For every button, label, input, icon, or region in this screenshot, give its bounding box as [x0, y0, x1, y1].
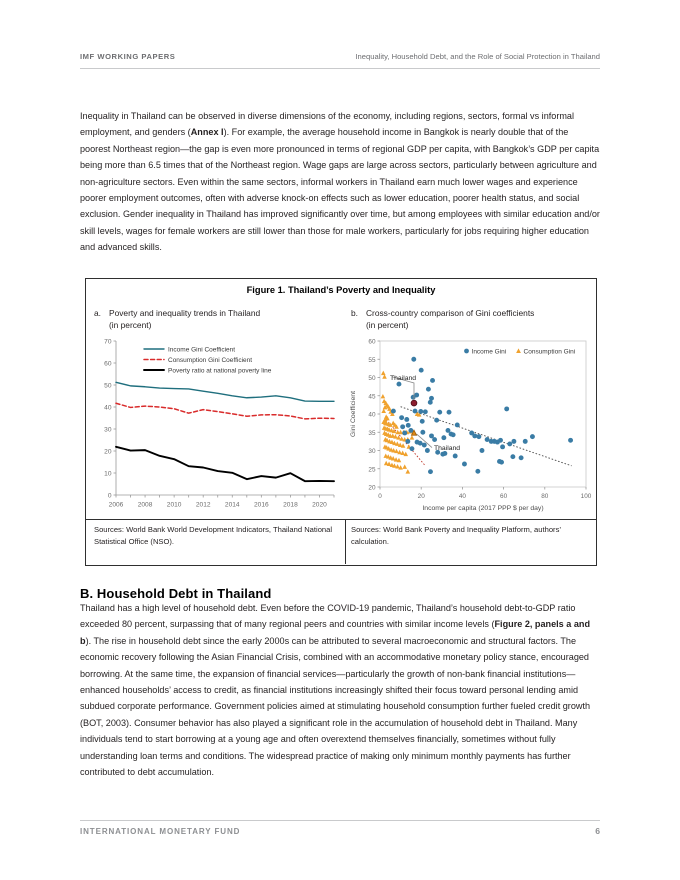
data-point	[504, 406, 509, 411]
data-point	[519, 455, 524, 460]
running-header-left: IMF WORKING PAPERS	[80, 52, 176, 61]
svg-text:50: 50	[368, 375, 376, 383]
data-point	[404, 417, 409, 422]
paragraph-household-debt: Thailand has a high level of household debt. Even before the COVID-19 pandemic, Thailand’s household debt-to-GDP ratio exceeded 80 percent, surpassing that of many regional peers and countries with similar income levels (Figure 2, panels a and b). The rise in household debt since the early 2000s can be attributed to several macroeconomic and structural factors. The economic recovery following the Asian Financial Crisis, combined with an accommodative monetary policy stance, encouraged borrowing. At the same time, the expansion of financial services—particularly the growth of non-bank financial institutions—enhanced households’ access to credit, as financial institutions increasingly shifted their focus toward personal lending amid subdued corporate performance. Government policies aimed at stimulating household consumption further fueled credit growth (BOT, 2003). Consumer behavior has also played a significant role in the accumulation of household debt in Thailand. Many individuals tend to start borrowing at a young age and often overextend themselves financially, sometimes without fully understanding loan terms and conditions. The widespread practice of making only minimum monthly payments has further contributed to debt accumulation.	[80, 603, 591, 778]
svg-text:Thailand: Thailand	[433, 444, 461, 452]
data-point	[425, 448, 430, 453]
svg-text:20: 20	[417, 493, 425, 500]
data-point	[432, 437, 437, 442]
data-point	[413, 409, 418, 414]
data-point	[523, 439, 528, 444]
svg-text:2020: 2020	[312, 501, 327, 509]
data-point	[480, 448, 485, 453]
data-point	[428, 400, 433, 405]
data-point	[405, 439, 410, 444]
svg-text:40: 40	[458, 493, 466, 500]
svg-text:Income per capita (2017 PPP $: Income per capita (2017 PPP $ per day)	[422, 505, 544, 512]
svg-text:20: 20	[104, 448, 112, 456]
panel-a-svg	[90, 335, 342, 517]
data-point	[402, 431, 407, 436]
panel-a-title: Poverty and inequality trends in Thailand	[109, 308, 261, 318]
footer-organization: INTERNATIONAL MONETARY FUND	[80, 827, 241, 836]
data-point	[411, 357, 416, 362]
data-point	[410, 435, 415, 439]
data-point	[426, 387, 431, 392]
series-line	[116, 382, 334, 401]
header-divider	[80, 68, 600, 69]
svg-text:2010: 2010	[166, 501, 182, 509]
line-chart-poverty-inequality-trends	[90, 335, 342, 517]
svg-text:Income Gini Coefficient: Income Gini Coefficient	[168, 346, 236, 354]
svg-text:60: 60	[104, 360, 112, 368]
data-point	[441, 435, 446, 440]
data-point	[568, 438, 573, 443]
series-line	[116, 447, 334, 481]
data-point	[511, 439, 516, 444]
svg-text:30: 30	[104, 426, 112, 434]
svg-text:50: 50	[104, 382, 112, 390]
data-point	[409, 446, 414, 451]
page-footer	[80, 826, 600, 836]
data-point	[419, 368, 424, 373]
paragraph-inequality-dimensions: Inequality in Thailand can be observed in diverse dimensions of the economy, including regions, sectors, formal vs informal employment, and genders (Annex I). For example, the average household income in Bangkok is nearly double that of the poorest Northeast region—the gap is even more pronounced in terms of regional GDP per capita, with Bangkok’s GDP per capita being more than 6.5 times that of the Northeast region. Wage gaps are large across sectors, particularly between agriculture and non-agriculture sectors. Even within the same sectors, informal workers in Thailand earn much lower wages and experience poorer employment outcomes, often with adverse knock-on effects such as lower education, poorer health status, and social exclusion. Gender inequality in Thailand has improved significantly over time, but among employees with similar education and/or skill levels, wages for female workers are still lower than those for male workers, particularly for jobs requiring higher education and advanced skills.	[80, 111, 600, 253]
svg-text:25: 25	[368, 466, 376, 474]
data-point	[423, 409, 428, 414]
data-point	[418, 409, 423, 414]
data-point	[414, 393, 419, 398]
data-point	[447, 410, 452, 415]
data-point	[422, 443, 427, 448]
panel-a-letter: a.	[94, 308, 101, 318]
data-point	[507, 441, 512, 446]
data-point	[455, 423, 460, 428]
data-point	[399, 415, 404, 420]
data-point	[402, 464, 407, 468]
data-point	[434, 418, 439, 423]
sources-divider-vertical	[345, 520, 346, 564]
data-point	[420, 430, 425, 435]
svg-text:10: 10	[104, 470, 112, 478]
svg-text:100: 100	[580, 493, 592, 500]
svg-text:Income Gini: Income Gini	[471, 348, 507, 356]
data-point	[381, 371, 386, 375]
panel-b-svg	[346, 335, 594, 517]
data-point	[430, 378, 435, 383]
svg-text:Poverty ratio at national pove: Poverty ratio at national poverty line	[168, 367, 272, 375]
data-point	[453, 454, 458, 459]
panel-a-subtitle: (in percent)	[109, 320, 152, 331]
panel-a-heading	[94, 307, 342, 332]
data-point	[451, 432, 456, 437]
page-number: 6	[595, 826, 600, 836]
svg-text:80: 80	[541, 493, 549, 500]
svg-text:40: 40	[104, 404, 112, 412]
data-point	[420, 419, 425, 424]
svg-text:2006: 2006	[108, 501, 124, 509]
svg-text:0: 0	[107, 492, 112, 500]
panel-a-source: Sources: World Bank World Development Indicators, Thailand National Statistical Office (NSO).	[94, 525, 333, 546]
svg-text:2016: 2016	[253, 501, 269, 509]
svg-text:2014: 2014	[224, 501, 240, 509]
svg-text:60: 60	[500, 493, 508, 500]
svg-text:2008: 2008	[137, 501, 153, 509]
data-point	[381, 394, 386, 398]
svg-text:30: 30	[368, 448, 376, 456]
panel-b-source: Sources: World Bank Poverty and Inequality Platform, authors’ calculation.	[351, 525, 561, 546]
svg-text:Thailand: Thailand	[390, 374, 417, 382]
data-point	[530, 434, 535, 439]
data-point	[391, 409, 396, 414]
panel-b-letter: b.	[351, 308, 358, 318]
data-point	[406, 423, 411, 428]
panel-b-subtitle: (in percent)	[366, 320, 409, 331]
thailand-income-marker	[411, 400, 417, 406]
svg-text:35: 35	[368, 429, 376, 437]
data-point	[437, 410, 442, 415]
panel-b-title: Cross-country comparison of Gini coefficients	[366, 308, 535, 318]
svg-text:70: 70	[104, 338, 112, 346]
data-point	[400, 424, 405, 429]
svg-text:60: 60	[368, 338, 376, 346]
data-point	[510, 454, 515, 459]
data-point	[476, 434, 481, 439]
panel-b-heading	[351, 307, 595, 332]
data-point	[397, 382, 402, 387]
svg-text:Consumption Gini: Consumption Gini	[523, 348, 576, 356]
svg-text:40: 40	[368, 411, 376, 419]
running-header-right: Inequality, Household Debt, and the Role of Social Protection in Thailand	[355, 52, 600, 61]
data-point	[462, 462, 467, 467]
data-point	[428, 469, 433, 474]
svg-text:20: 20	[368, 484, 376, 492]
svg-text:0: 0	[378, 493, 382, 500]
section-heading-household-debt: B. Household Debt in Thailand	[80, 586, 272, 601]
svg-text:45: 45	[368, 393, 376, 401]
data-point	[500, 444, 505, 449]
svg-text:2018: 2018	[283, 501, 298, 509]
data-point	[499, 460, 504, 465]
data-point	[498, 438, 503, 443]
svg-text:55: 55	[368, 356, 376, 364]
svg-text:Consumption Gini Coefficient: Consumption Gini Coefficient	[168, 357, 253, 364]
data-point	[406, 469, 411, 473]
figure-title: Figure 1. Thailand’s Poverty and Inequality	[246, 285, 436, 295]
series-line	[116, 403, 334, 419]
trendline	[401, 407, 572, 466]
scatter-chart-gini-cross-country	[346, 335, 594, 517]
svg-text:Gini Coefficient: Gini Coefficient	[350, 391, 357, 437]
figure-1-container	[85, 278, 597, 566]
data-point	[472, 433, 477, 438]
svg-text:2012: 2012	[195, 501, 211, 509]
running-header	[80, 52, 600, 61]
footer-divider	[80, 820, 600, 821]
sources-divider-horizontal	[86, 519, 596, 520]
data-point	[475, 469, 480, 474]
